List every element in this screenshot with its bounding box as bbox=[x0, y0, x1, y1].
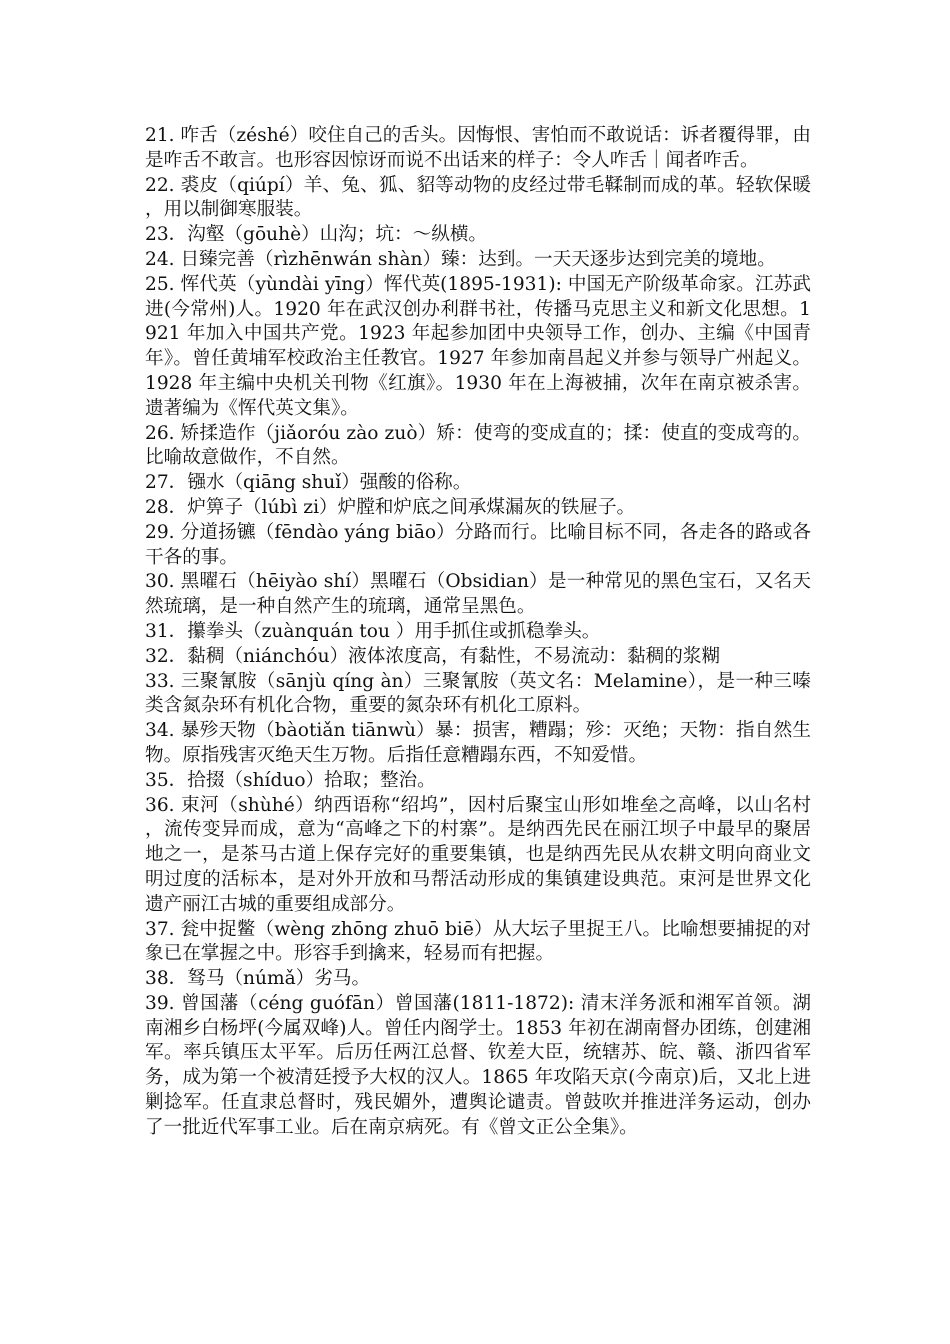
entry-21-zeshe: 21. 咋舌（zéshé）咬住自己的舌头。因悔恨、害怕而不敢说话：诉者覆得罪，由是咋舌不敢言。也形容因惊讶而说不出话来的样子：令人咋舌｜闻者咋舌。 bbox=[145, 125, 811, 171]
entry-28-lubizi: 28．炉箅子（lúbì zi）炉膛和炉底之间承煤漏灰的铁屉子。 bbox=[145, 496, 636, 518]
entry-31-zuan-quantou: 31．攥拳头（zuànquán tou ）用手抓住或抓稳拳头。 bbox=[145, 620, 601, 642]
entry-34-baotian-tianwu: 34. 暴殄天物（bàotiǎn tiānwù）暴：损害，糟蹋；殄：灭绝；天物：指自然生物。原指残害灭绝天生万物。后指任意糟蹋东西，不知爱惜。 bbox=[145, 720, 811, 766]
entry-33-sanju-qingan: 33. 三聚氰胺（sānjù qíng àn）三聚氰胺（英文名：Melamine），是一种三嗪类含氮杂环有机化合物，重要的氮杂环有机化工原料。 bbox=[145, 670, 811, 717]
entry-25-yun-daiying: 25. 恽代英（yùndài yīng）恽代英(1895-1931): 中国无产阶级革命家。江苏武进(今常州)人。1920 年在武汉创办利群书社，传播马克思主义和新文化思想。1921 年加入中国共产党。1923 年起参加团中央领导工作，创办、主编《中国青年》。曾任黄埔军校政治主任教官。1927 年参加南昌起义并参与领导广州起义。1928 年主编中央机关刊物《红旗》。1930 年在上海被捕，次年在南京被杀害。遗著编为《恽代英文集》。 bbox=[145, 273, 811, 419]
entry-32-nianchou: 32．黏稠（niánchóu）液体浓度高，有黏性，不易流动：黏稠的浆糊 bbox=[145, 645, 721, 667]
entry-38-numa: 38．驽马（númǎ）劣马。 bbox=[145, 968, 371, 990]
document-body bbox=[145, 124, 811, 1141]
entry-27-qiangshui: 27．镪水（qiāng shuǐ）强酸的俗称。 bbox=[145, 472, 472, 494]
entry-26-jiaorou-zaozuo: 26. 矫揉造作（jiǎoróu zào zuò）矫：使弯的变成直的；揉：使直的变成弯的。比喻故意做作，不自然。 bbox=[145, 422, 811, 469]
entry-29-fendao-yangbiao: 29. 分道扬镳（fēndào yáng biāo）分路而行。比喻目标不同，各走各的路或各干各的事。 bbox=[145, 521, 811, 568]
entry-23-gouhe: 23．沟壑（gōuhè）山沟；坑：～纵横。 bbox=[145, 224, 488, 246]
entry-39-zeng-guofan: 39. 曾国藩（céng guófān）曾国藩(1811-1872): 清末洋务派和湘军首领。湖南湘乡白杨坪(今属双峰)人。曾任内阁学士。1853 年初在湖南督办团练，创建湘军。率兵镇压太平军。后历任两江总督、钦差大臣，统辖苏、皖、赣、浙四省军务，成为第一个被清廷授予大权的汉人。1865 年攻陷天京(今南京)后，又北上进剿捻军。任直隶总督时，残民媚外，遭舆论谴责。曾鼓吹并推进洋务运动，创办了一批近代军事工业。后在南京病死。有《曾文正公全集》。 bbox=[145, 992, 811, 1138]
entry-24-rizhen-wanshan: 24. 日臻完善（rìzhēnwán shàn）臻：达到。一天天逐步达到完美的境地。 bbox=[145, 248, 776, 270]
entry-35-shiduo: 35．拾掇（shíduo）拾取；整治。 bbox=[145, 769, 436, 791]
entry-36-shuhe: 36. 束河（shùhé）纳西语称“绍坞”，因村后聚宝山形如堆垒之高峰，以山名村，流传变异而成，意为“高峰之下的村寨”。是纳西先民在丽江坝子中最早的聚居地之一，是茶马古道上保存完好的重要集镇，也是纳西先民从农耕文明向商业文明过度的活标本，是对外开放和马帮活动形成的集镇建设典范。束河是世界文化遗产丽江古城的重要组成部分。 bbox=[145, 794, 811, 915]
entry-30-heiyaoshi: 30. 黑曜石（hēiyào shí）黑曜石（Obsidian）是一种常见的黑色宝石，又名天然琉璃，是一种自然产生的琉璃，通常呈黑色。 bbox=[145, 571, 811, 618]
entry-37-wengzhong-zhuobie: 37. 瓮中捉鳖（wèng zhōng zhuō biē）从大坛子里捉王八。比喻想要捕捉的对象已在掌握之中。形容手到擒来，轻易而有把握。 bbox=[145, 918, 811, 965]
entry-22-qiupi: 22. 裘皮（qiúpí）羊、兔、狐、貂等动物的皮经过带毛鞣制而成的革。轻软保暖，用以制御寒服装。 bbox=[145, 174, 811, 221]
